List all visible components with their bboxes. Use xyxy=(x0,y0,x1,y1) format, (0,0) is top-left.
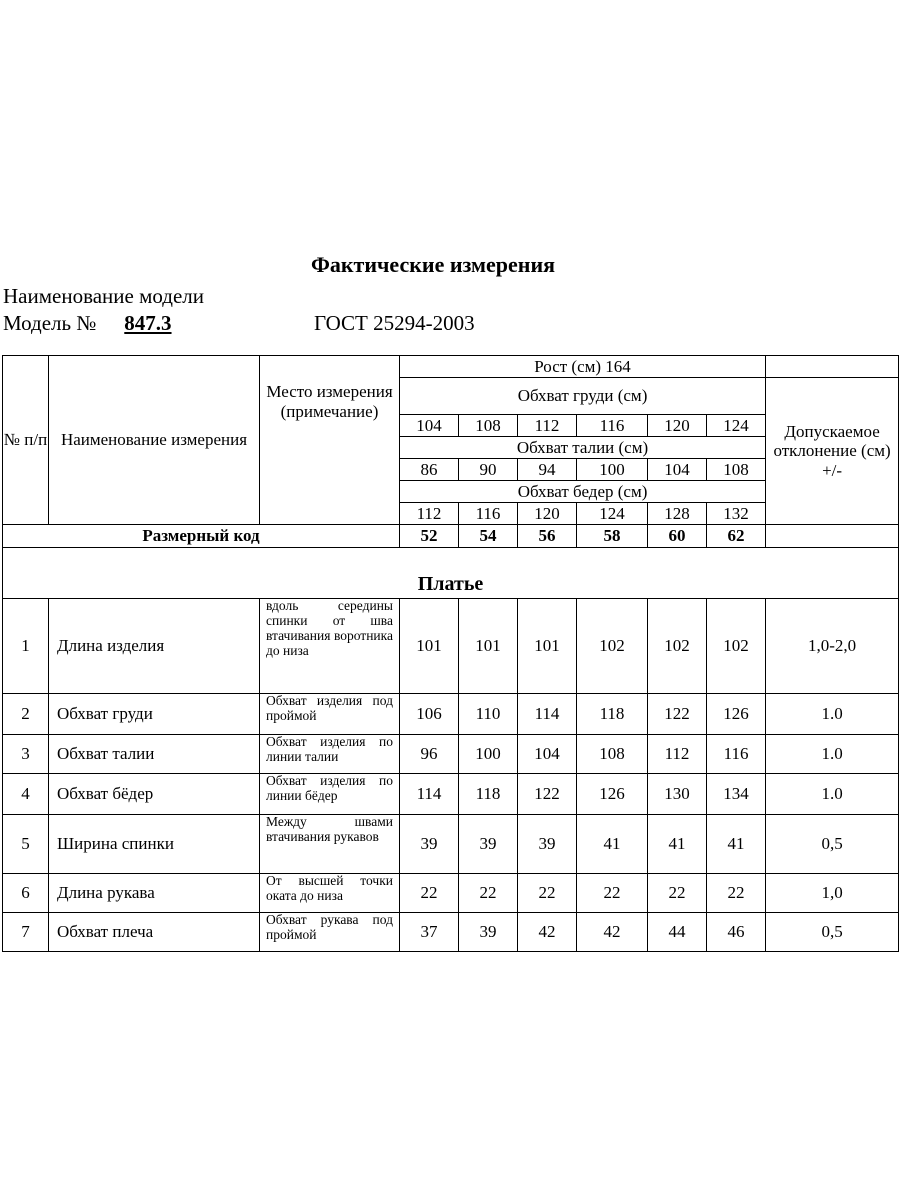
row-name: Длина изделия xyxy=(49,599,260,694)
row-value: 39 xyxy=(400,815,459,874)
row-value: 126 xyxy=(707,694,766,735)
gost-standard: ГОСТ 25294-2003 xyxy=(314,311,475,335)
header-chest: Обхват груди (см) xyxy=(400,378,766,415)
row-tolerance: 1,0-2,0 xyxy=(766,599,899,694)
row-value: 22 xyxy=(459,874,518,913)
row-value: 130 xyxy=(648,774,707,815)
row-value: 110 xyxy=(459,694,518,735)
row-value: 41 xyxy=(648,815,707,874)
row-value: 126 xyxy=(577,774,648,815)
row-name: Обхват бёдер xyxy=(49,774,260,815)
row-num: 3 xyxy=(3,735,49,774)
row-tolerance: 0,5 xyxy=(766,815,899,874)
model-number-value: 847.3 xyxy=(124,311,172,335)
hips-value: 116 xyxy=(459,503,518,525)
row-value: 41 xyxy=(707,815,766,874)
row-value: 112 xyxy=(648,735,707,774)
row-value: 22 xyxy=(577,874,648,913)
size-code: 52 xyxy=(400,525,459,548)
row-name: Обхват груди xyxy=(49,694,260,735)
header-place: Место измерения (примечание) xyxy=(260,356,400,525)
row-value: 134 xyxy=(707,774,766,815)
row-note: вдоль середины спинки от шва втачивания воротника до низа xyxy=(260,599,400,694)
row-tolerance: 1,0 xyxy=(766,874,899,913)
table-row xyxy=(3,694,899,735)
table-body xyxy=(3,356,899,952)
row-value: 22 xyxy=(707,874,766,913)
row-value: 106 xyxy=(400,694,459,735)
waist-value: 100 xyxy=(577,459,648,481)
row-note: Обхват изделия под проймой xyxy=(260,694,400,735)
row-value: 41 xyxy=(577,815,648,874)
waist-value: 86 xyxy=(400,459,459,481)
document-title: Фактические измерения xyxy=(310,252,556,277)
hips-value: 120 xyxy=(518,503,577,525)
row-value: 102 xyxy=(577,599,648,694)
row-value: 44 xyxy=(648,913,707,952)
row-value: 122 xyxy=(648,694,707,735)
size-code: 54 xyxy=(459,525,518,548)
row-value: 39 xyxy=(459,815,518,874)
header-hips: Обхват бедер (см) xyxy=(400,481,766,503)
chest-value: 124 xyxy=(707,415,766,437)
size-code-row xyxy=(3,525,899,548)
row-note: Обхват изделия по линии талии xyxy=(260,735,400,774)
row-tolerance: 1.0 xyxy=(766,735,899,774)
section-title: Платье xyxy=(3,548,899,599)
header-tolerance: Допускаемое отклонение (см) +/- xyxy=(766,378,899,525)
waist-value: 104 xyxy=(648,459,707,481)
row-value: 101 xyxy=(518,599,577,694)
row-num: 7 xyxy=(3,913,49,952)
row-value: 122 xyxy=(518,774,577,815)
row-value: 22 xyxy=(648,874,707,913)
row-tolerance: 1.0 xyxy=(766,694,899,735)
chest-value: 104 xyxy=(400,415,459,437)
table-row xyxy=(3,815,899,874)
row-tolerance: 1.0 xyxy=(766,774,899,815)
row-num: 5 xyxy=(3,815,49,874)
row-value: 39 xyxy=(459,913,518,952)
row-value: 118 xyxy=(577,694,648,735)
row-num: 2 xyxy=(3,694,49,735)
waist-value: 108 xyxy=(707,459,766,481)
header-row xyxy=(3,356,899,378)
chest-value: 112 xyxy=(518,415,577,437)
header-waist: Обхват талии (см) xyxy=(400,437,766,459)
row-note: Обхват изделия по линии бёдер xyxy=(260,774,400,815)
row-note: Между швами втачивания рукавов xyxy=(260,815,400,874)
header-name: Наименование измерения xyxy=(49,356,260,525)
size-code-label: Размерный код xyxy=(3,525,400,548)
row-name: Обхват талии xyxy=(49,735,260,774)
hips-value: 128 xyxy=(648,503,707,525)
waist-value: 94 xyxy=(518,459,577,481)
row-value: 96 xyxy=(400,735,459,774)
table-row xyxy=(3,874,899,913)
row-name: Ширина спинки xyxy=(49,815,260,874)
model-number-line xyxy=(3,311,189,336)
chest-value: 120 xyxy=(648,415,707,437)
row-value: 22 xyxy=(518,874,577,913)
hips-value: 124 xyxy=(577,503,648,525)
hips-value: 132 xyxy=(707,503,766,525)
header-blank xyxy=(766,356,899,378)
table-row xyxy=(3,599,899,694)
row-note: Обхват рукава под проймой xyxy=(260,913,400,952)
model-number-label: Модель № xyxy=(3,311,97,335)
size-code: 60 xyxy=(648,525,707,548)
row-tolerance: 0,5 xyxy=(766,913,899,952)
row-value: 42 xyxy=(577,913,648,952)
size-code: 62 xyxy=(707,525,766,548)
row-num: 4 xyxy=(3,774,49,815)
row-value: 108 xyxy=(577,735,648,774)
header-num: № п/п xyxy=(3,356,49,525)
row-value: 102 xyxy=(648,599,707,694)
size-code: 58 xyxy=(577,525,648,548)
row-value: 101 xyxy=(459,599,518,694)
row-value: 39 xyxy=(518,815,577,874)
size-code-blank xyxy=(766,525,899,548)
row-value: 46 xyxy=(707,913,766,952)
row-value: 42 xyxy=(518,913,577,952)
row-value: 37 xyxy=(400,913,459,952)
row-note: От высшей точки оката до низа xyxy=(260,874,400,913)
hips-value: 112 xyxy=(400,503,459,525)
row-num: 6 xyxy=(3,874,49,913)
measurements-table xyxy=(2,355,899,952)
table-row xyxy=(3,913,899,952)
size-code: 56 xyxy=(518,525,577,548)
model-name-label: Наименование модели xyxy=(3,284,204,308)
chest-value: 108 xyxy=(459,415,518,437)
row-value: 101 xyxy=(400,599,459,694)
table-row xyxy=(3,774,899,815)
row-value: 114 xyxy=(400,774,459,815)
row-value: 22 xyxy=(400,874,459,913)
row-value: 100 xyxy=(459,735,518,774)
waist-value: 90 xyxy=(459,459,518,481)
chest-value: 116 xyxy=(577,415,648,437)
row-value: 118 xyxy=(459,774,518,815)
row-value: 116 xyxy=(707,735,766,774)
header-height: Рост (см) 164 xyxy=(400,356,766,378)
table-row xyxy=(3,735,899,774)
section-row xyxy=(3,548,899,599)
row-value: 102 xyxy=(707,599,766,694)
row-num: 1 xyxy=(3,599,49,694)
row-name: Длина рукава xyxy=(49,874,260,913)
row-value: 104 xyxy=(518,735,577,774)
row-name: Обхват плеча xyxy=(49,913,260,952)
row-value: 114 xyxy=(518,694,577,735)
